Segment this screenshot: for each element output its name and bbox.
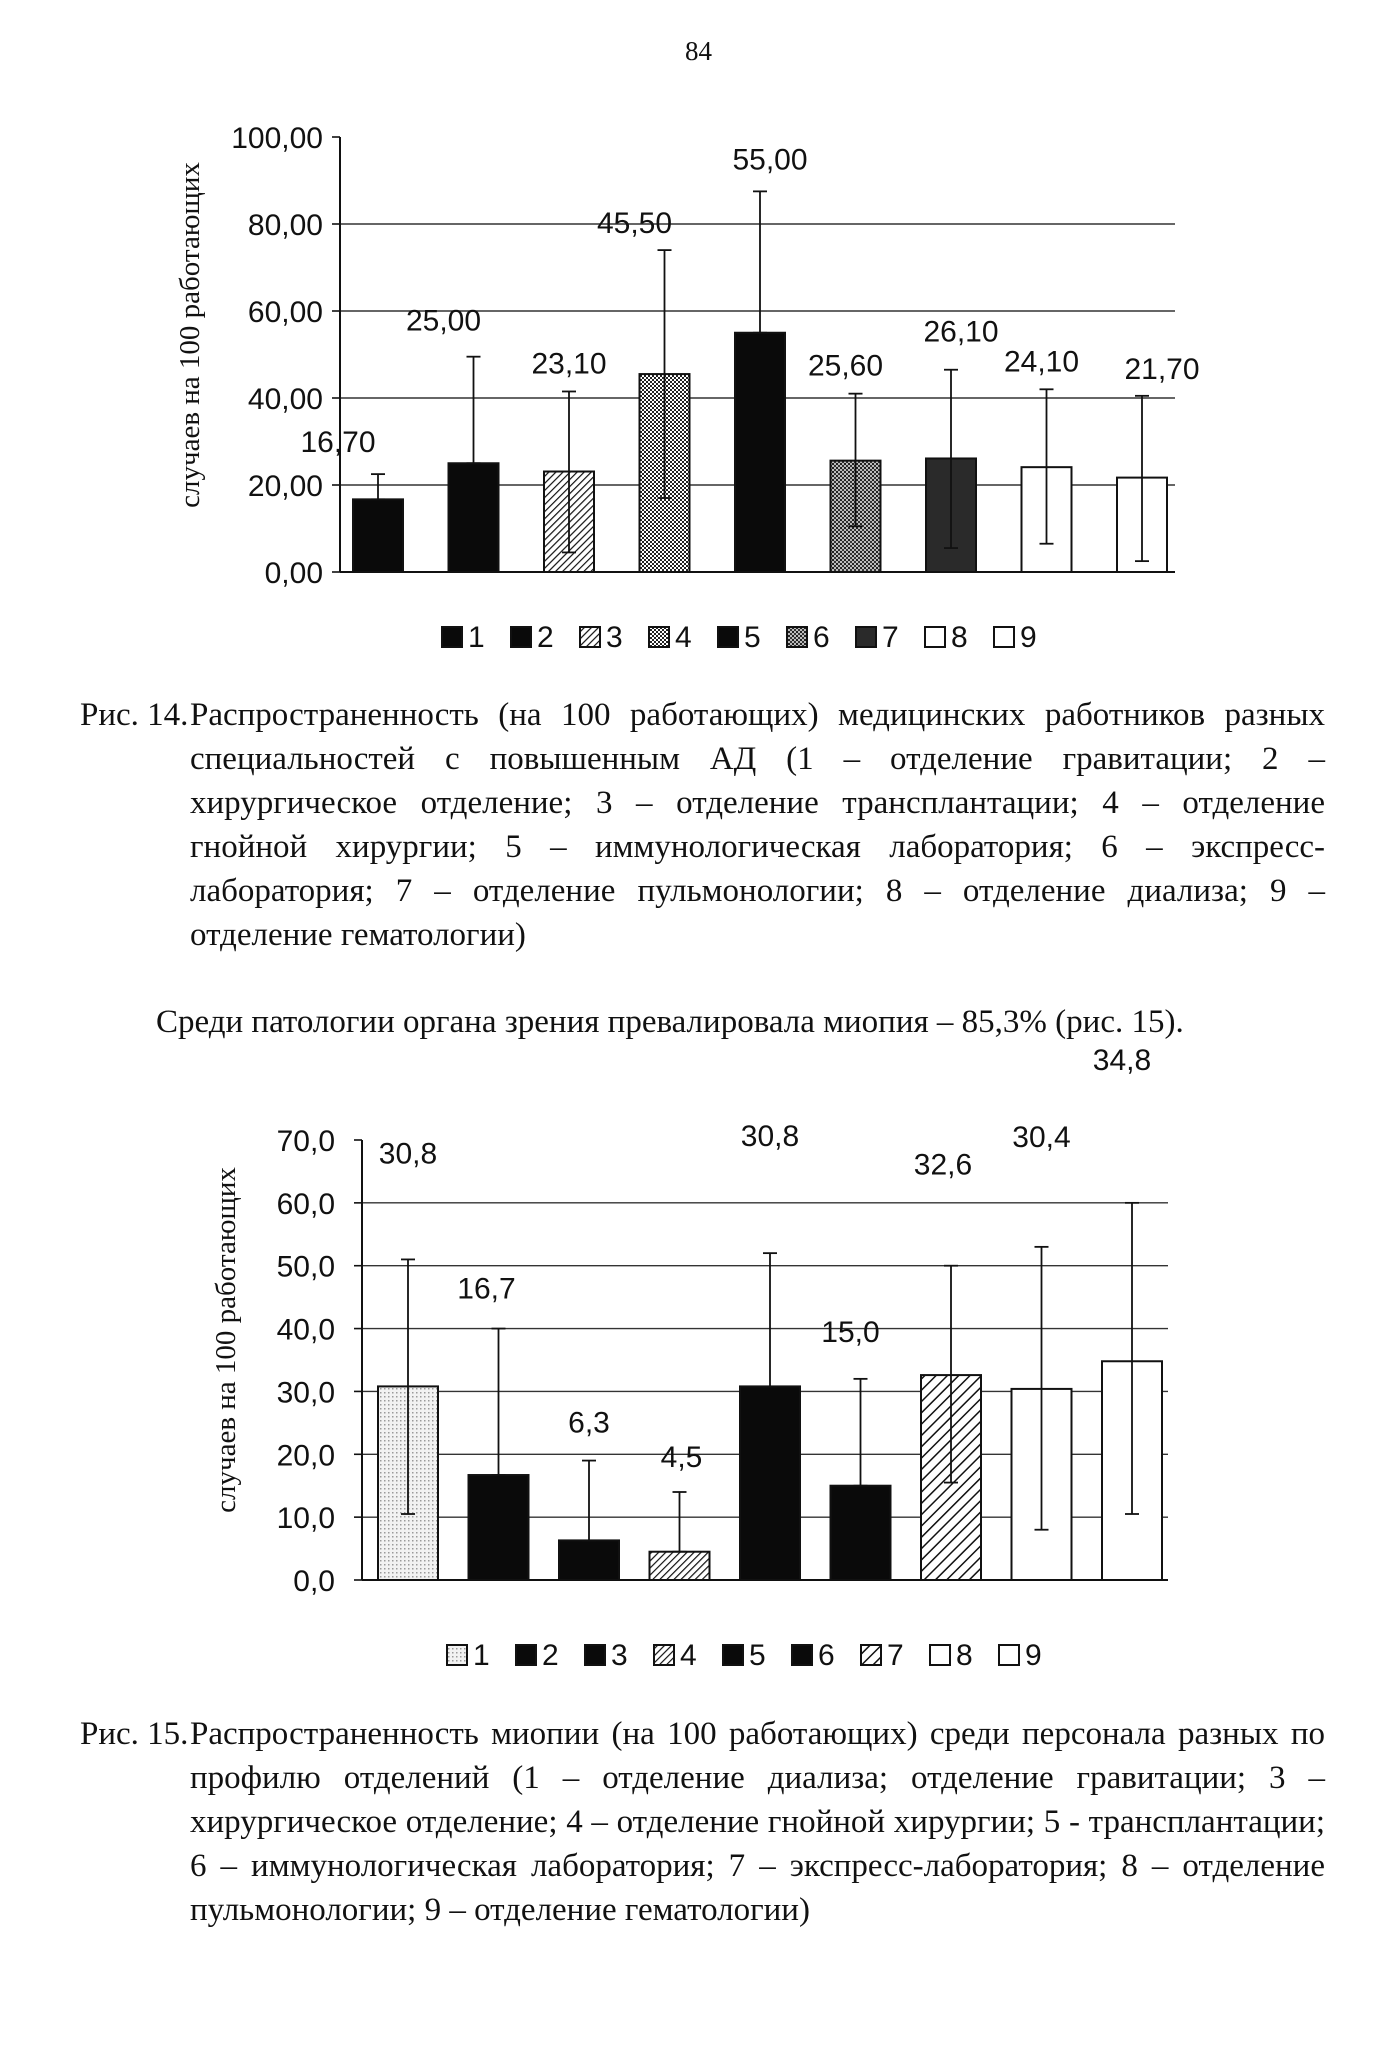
legend-swatch <box>580 627 600 647</box>
value-label: 30,4 <box>1012 1120 1071 1154</box>
figure-15-caption-text: Распространенность миопии (на 100 работающих) среди персонала разных по профилю отделений (1 – отделение диализа; отделение гравитации; 3 – хирургическое отделение; 4 – отделение гнойной хирургии; 5 - трансплантации; 6 – иммунологическая лаборатория; 7 – экспресс-лаборатория; 8 – отделение пульмонологии; 9 – отделение гематологии) <box>190 1716 1325 1928</box>
bar-2 <box>469 1475 529 1580</box>
bar-1 <box>353 499 403 572</box>
legend-item-4 <box>649 621 692 654</box>
legend-label: 2 <box>542 1639 559 1672</box>
y-axis-label: случаев на 100 работающих <box>210 1167 242 1513</box>
legend-label: 9 <box>1020 621 1037 654</box>
value-label: 4,5 <box>660 1441 703 1474</box>
legend-item-3 <box>580 621 623 654</box>
legend-swatch <box>654 1645 674 1665</box>
legend-label: 5 <box>749 1639 766 1672</box>
figure-14-caption-text: Распространенность (на 100 работающих) медицинских работников разных специальностей с повышенным АД (1 – отделение гравитации; 2 – хирургическое отделение; 3 – отделение трансплантации; 4 – отделение гнойной хирургии; 5 – иммунологическая лаборатория; 6 – экспресс-лаборатория; 7 – отделение пульмонологии; 8 – отделение диализа; 9 – отделение гематологии) <box>190 697 1325 953</box>
legend-label: 6 <box>818 1639 835 1672</box>
value-label: 45,50 <box>596 207 673 241</box>
y-tick-label: 60,0 <box>276 1187 335 1221</box>
legend-item-8 <box>925 621 968 654</box>
bar-5 <box>735 333 785 572</box>
legend-label: 3 <box>606 621 623 654</box>
value-label: 24,10 <box>1003 345 1080 379</box>
legend-item-6 <box>787 621 830 654</box>
legend-label: 8 <box>956 1639 973 1672</box>
value-label: 34,8 <box>1092 1043 1152 1077</box>
y-tick-label: 50,0 <box>276 1250 335 1284</box>
legend-swatch <box>994 627 1014 647</box>
value-label: 15,0 <box>821 1315 880 1349</box>
legend-label: 5 <box>744 621 761 654</box>
legend-item-4 <box>654 1639 697 1672</box>
legend-swatch <box>930 1645 950 1665</box>
figure-14-caption <box>80 693 1325 957</box>
legend-swatch <box>861 1645 881 1665</box>
y-tick-label: 20,00 <box>247 470 323 503</box>
body-paragraph: Среди патологии органа зрения превалировала миопия – 85,3% (рис. 15). <box>156 1004 1184 1040</box>
y-tick-label: 100,00 <box>231 122 323 155</box>
value-label: 30,8 <box>378 1137 438 1171</box>
legend-item-5 <box>723 1639 766 1672</box>
legend-item-1 <box>447 1639 490 1672</box>
y-axis-label: случаев на 100 работающих <box>174 162 206 508</box>
value-label: 30,8 <box>740 1120 800 1154</box>
legend-swatch <box>723 1645 743 1665</box>
y-tick-label: 80,00 <box>247 209 323 242</box>
bar-5 <box>740 1386 800 1580</box>
legend-swatch <box>925 627 945 647</box>
legend-swatch <box>649 627 669 647</box>
legend-label: 7 <box>882 621 899 654</box>
y-tick-label: 10,0 <box>276 1502 335 1536</box>
legend-label: 1 <box>468 621 485 654</box>
figure-14-label: Рис. 14. <box>80 697 189 733</box>
legend-swatch <box>792 1645 812 1665</box>
legend-label: 1 <box>473 1639 490 1672</box>
y-tick-label: 60,00 <box>247 296 323 329</box>
legend-swatch <box>999 1645 1019 1665</box>
legend-label: 6 <box>813 621 830 654</box>
value-label: 32,6 <box>913 1148 973 1182</box>
legend-item-8 <box>930 1639 973 1672</box>
legend-item-2 <box>511 621 554 654</box>
value-label: 26,10 <box>923 315 999 349</box>
legend-swatch <box>442 627 462 647</box>
legend-label: 4 <box>680 1639 697 1672</box>
y-tick-label: 40,00 <box>247 383 323 416</box>
page-number: 84 <box>685 36 712 66</box>
bar-4 <box>650 1552 710 1580</box>
legend-swatch <box>787 627 807 647</box>
figure-15-chart <box>0 1043 1397 1680</box>
value-label: 16,70 <box>300 426 376 460</box>
legend-label: 7 <box>887 1639 904 1672</box>
y-tick-label: 20,0 <box>276 1439 335 1473</box>
legend-item-6 <box>792 1639 835 1672</box>
legend-swatch <box>856 627 876 647</box>
y-tick-label: 0,0 <box>293 1565 335 1598</box>
legend-item-5 <box>718 621 761 654</box>
legend-item-2 <box>516 1639 559 1672</box>
legend-swatch <box>511 627 531 647</box>
legend-swatch <box>718 627 738 647</box>
value-label: 6,3 <box>568 1406 610 1440</box>
legend-item-7 <box>861 1639 904 1672</box>
legend-swatch <box>516 1645 536 1665</box>
legend-item-9 <box>999 1639 1042 1672</box>
legend-label: 9 <box>1025 1639 1042 1672</box>
legend-item-7 <box>856 621 899 654</box>
value-label: 25,60 <box>807 349 884 383</box>
legend-label: 3 <box>611 1639 628 1672</box>
y-tick-label: 0,00 <box>264 557 323 590</box>
value-label: 55,00 <box>732 143 808 177</box>
legend-label: 8 <box>951 621 968 654</box>
bar-3 <box>559 1540 619 1580</box>
value-label: 16,7 <box>457 1272 516 1306</box>
legend-swatch <box>585 1645 605 1665</box>
legend-swatch <box>447 1645 467 1665</box>
legend-item-1 <box>442 621 485 654</box>
bar-6 <box>831 1486 891 1580</box>
figure-14-chart <box>0 115 1397 675</box>
legend-item-3 <box>585 1639 628 1672</box>
y-tick-label: 70,0 <box>276 1125 335 1158</box>
y-tick-label: 30,0 <box>276 1376 335 1410</box>
y-tick-label: 40,0 <box>276 1313 335 1347</box>
value-label: 23,10 <box>531 347 607 381</box>
value-label: 25,00 <box>405 304 482 338</box>
value-label: 21,70 <box>1124 352 1200 386</box>
legend-label: 2 <box>537 621 554 654</box>
legend-item-9 <box>994 621 1037 654</box>
figure-15-caption <box>80 1712 1325 1932</box>
legend-label: 4 <box>675 621 692 654</box>
figure-15-label: Рис. 15. <box>80 1716 189 1752</box>
bar-2 <box>449 463 499 572</box>
